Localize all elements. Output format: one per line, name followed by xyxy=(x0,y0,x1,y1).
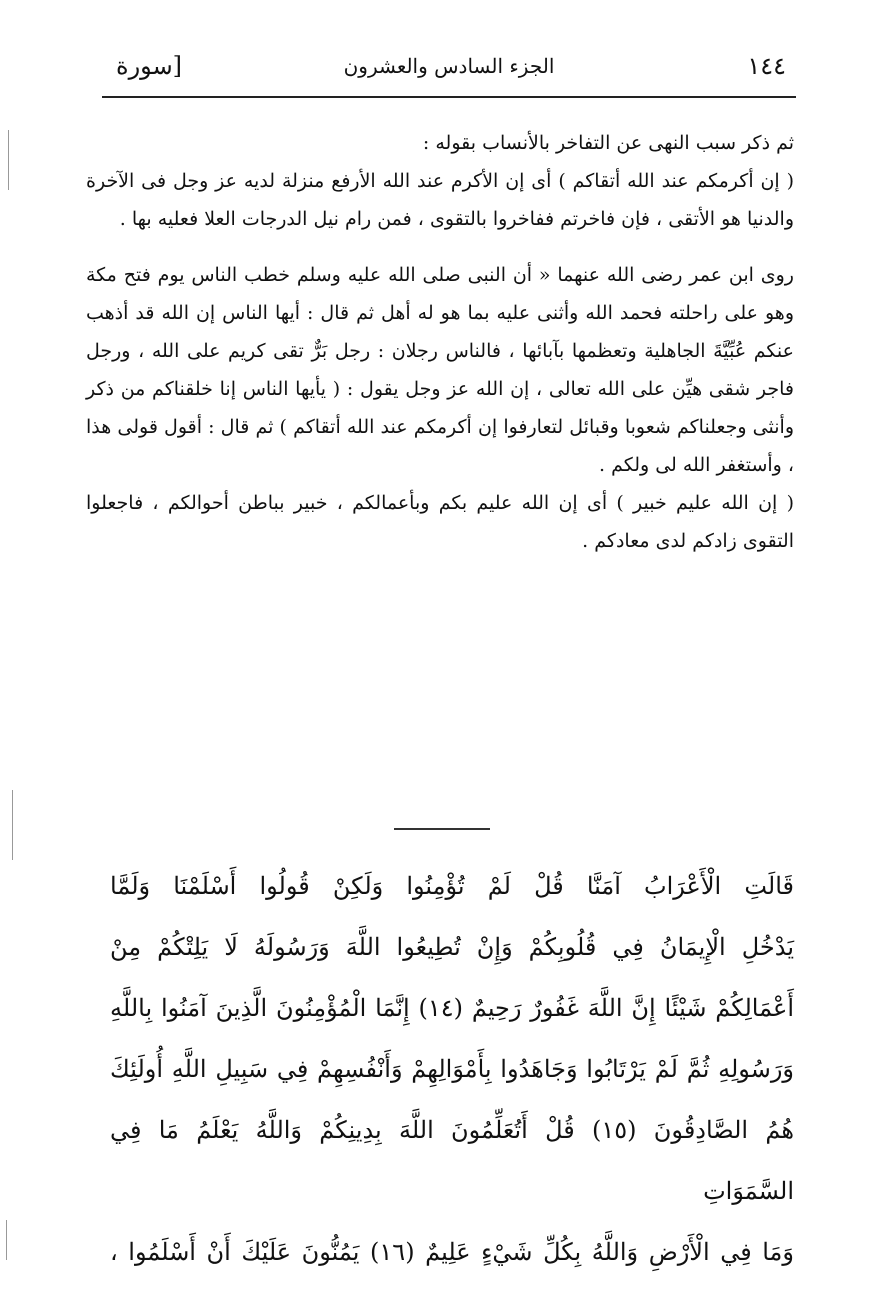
commentary-paragraph: ( إن الله عليم خبير ) أى إن الله عليم بكم وبأعمالكم ، خبير بباطن أحوالكم ، فاجعلوا التقوى زادكم لدى معادكم . xyxy=(86,492,794,552)
page-header xyxy=(102,46,796,98)
section-divider xyxy=(394,828,490,830)
quran-line: هُمُ الصَّادِقُونَ (١٥) قُلْ أَتُعَلِّمُونَ اللَّهَ بِدِينِكُمْ وَاللَّهُ يَعْلَمُ مَا فِي السَّمَوَاتِ xyxy=(110,1116,794,1205)
header-rule xyxy=(102,96,796,98)
running-title: الجزء السادس والعشرون xyxy=(343,54,555,78)
page-number: ١٤٤ xyxy=(747,52,786,80)
quran-line: وَرَسُولِهِ ثُمَّ لَمْ يَرْتَابُوا وَجَاهَدُوا بِأَمْوَالِهِمْ وَأَنْفُسِهِمْ فِي سَبِيلِ اللَّهِ أُولَئِكَ xyxy=(110,1055,794,1083)
commentary-paragraph: ثم ذكر سبب النهى عن التفاخر بالأنساب بقوله : xyxy=(422,132,794,154)
margin-scan-mark xyxy=(8,130,9,190)
quran-line: أَعْمَالِكُمْ شَيْئًا إِنَّ اللَّهَ غَفُورٌ رَحِيمٌ (١٤) إِنَّمَا الْمُؤْمِنُونَ الَّذِينَ آمَنُوا بِاللَّهِ xyxy=(110,994,794,1022)
quran-line: يَدْخُلِ الْإِيمَانُ فِي قُلُوبِكُمْ وَإِنْ تُطِيعُوا اللَّهَ وَرَسُولَهُ لَا يَلِتْكُمْ مِنْ xyxy=(110,933,794,961)
commentary-paragraph: روى ابن عمر رضى الله عنهما « أن النبى صلى الله عليه وسلم خطب الناس يوم فتح مكة وهو على راحلته فحمد الله وأثنى عليه بما هو له أهل ثم قال : أيها الناس إن الله قد أذهب عنكم عُبِّيَّةَ الجاهلية وتعظمها بآبائها ، فالناس رجلان : رجل بَرٌّ تقى كريم على الله ، ورجل فاجر شقى هيِّن على الله تعالى ، إن الله عز وجل يقول : ( يأيها الناس إنا خلقناكم من ذكر وأنثى وجعلناكم شعوبا وقبائل لتعارفوا إن أكرمكم عند الله أتقاكم ) ثم قال : أقول قولى هذا ، وأستغفر الله لى ولكم . xyxy=(86,264,794,476)
commentary-text xyxy=(86,124,794,560)
quran-line: قَالَتِ الْأَعْرَابُ آمَنَّا قُلْ لَمْ تُؤْمِنُوا وَلَكِنْ قُولُوا أَسْلَمْنَا وَلَمَّا xyxy=(110,872,794,900)
margin-scan-mark xyxy=(6,1220,7,1260)
quran-text xyxy=(110,856,794,1283)
margin-scan-mark xyxy=(12,790,13,860)
quran-line: وَمَا فِي الْأَرْضِ وَاللَّهُ بِكُلِّ شَيْءٍ عَلِيمٌ (١٦) يَمُنُّونَ عَلَيْكَ أَنْ أَسْلَمُوا ، xyxy=(110,1238,794,1266)
commentary-paragraph: ( إن أكرمكم عند الله أتقاكم ) أى إن الأكرم عند الله الأرفع منزلة لديه عز وجل فى الآخرة والدنيا هو الأتقى ، فإن فاخرتم ففاخروا بالتقوى ، فمن رام نيل الدرجات العلا فعليه بها . xyxy=(86,170,794,230)
sura-label: [سورة xyxy=(116,52,183,80)
